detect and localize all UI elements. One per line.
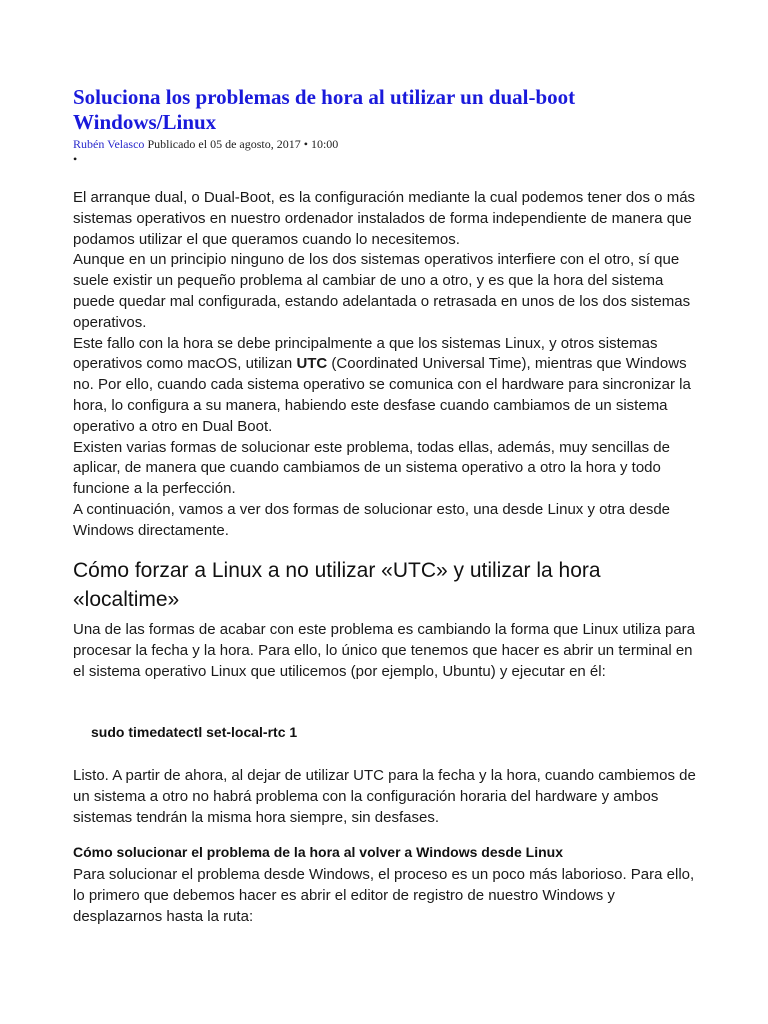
paragraph: Existen varias formas de solucionar este problema, todas ellas, además, muy sencillas de aplicar, de manera que cuando cambiamos de un sistema operativo a otro la hora y todo funcione a la perfección. <box>73 438 670 498</box>
author-link[interactable]: Rubén Velasco <box>73 137 145 151</box>
paragraph: El arranque dual, o Dual-Boot, es la configuración mediante la cual podemos tener dos o más sistemas operativos en nuestro ordenador instalados de forma independiente de manera que podamos utilizar el que queramos cuando lo necesitemos. <box>73 189 696 248</box>
intro-text <box>73 188 698 542</box>
section-windows-text <box>73 865 698 927</box>
paragraph: A continuación, vamos a ver dos formas de solucionar esto, una desde Linux y otra desde Windows directamente. <box>73 500 671 539</box>
paragraph: Para solucionar el problema desde Windows, el proceso es un poco más laborioso. Para ello, lo primero que debemos hacer es abrir el editor de registro de nuestro Windows y desplazarnos hasta la ruta: <box>73 866 695 925</box>
paragraph: Una de las formas de acabar con este problema es cambiando la forma que Linux utiliza para procesar la fecha y la hora. Para ello, lo único que tenemos que hacer es abrir un terminal en el sistema operativo Linux que utilicemos (por ejemplo, Ubuntu) y ejecutar en él: <box>73 621 696 680</box>
terminal-command: sudo timedatectl set-local-rtc 1 <box>91 724 298 740</box>
publish-date: Publicado el 05 de agosto, 2017 • 10:00 <box>147 137 339 151</box>
utc-paragraph <box>73 334 698 438</box>
utc-term: UTC <box>296 355 328 373</box>
article-meta <box>73 137 693 151</box>
section-heading-linux: Cómo forzar a Linux a no utilizar «UTC» y utilizar la hora «localtime» <box>73 559 601 611</box>
text-run: (Coordinated Universal Time), mientras que Windows no. Por ello, cuando cada sistema operativo se comunica con el hardware para sincronizar la hora, lo configura a su manera, habiendo este desfase cuando cambiamos de un sistema operativo a otro en Dual Boot. <box>73 355 691 435</box>
section-heading-windows: Cómo solucionar el problema de la hora al volver a Windows desde Linux <box>73 844 563 860</box>
section-linux-text <box>73 620 698 682</box>
text-run: Este fallo con la hora se debe principalmente a que los sistemas Linux, y otros sistemas operativos como macOS, utilizan <box>73 334 658 373</box>
article-title: Soluciona los problemas de hora al utilizar un dual-boot Windows/Linux <box>73 85 576 134</box>
bullet-marker: • <box>73 152 78 166</box>
paragraph: Aunque en un principio ninguno de los dos sistemas operativos interfiere con el otro, sí que suele existir un pequeño problema al cambiar de uno a otro, y es que la hora del sistema puede quedar mal configurada, estando adelantada o retrasada en unos de los dos sistemas operativos. <box>73 251 691 331</box>
paragraph: Listo. A partir de ahora, al dejar de utilizar UTC para la fecha y la hora, cuando cambiemos de un sistema a otro no habrá problema con la configuración horaria del hardware y ambos sistemas tendrán la misma hora siempre, sin desfases. <box>73 767 696 826</box>
section-linux-result <box>73 766 698 828</box>
